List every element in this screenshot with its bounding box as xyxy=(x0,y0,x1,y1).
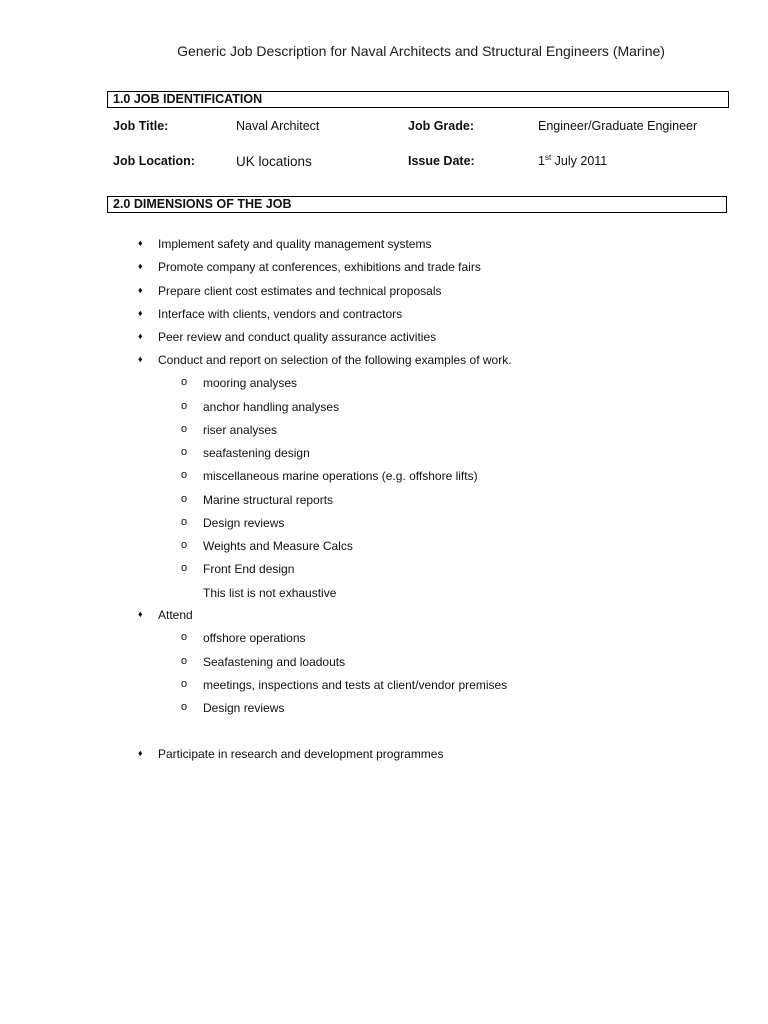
list-item-text: Attend xyxy=(158,608,193,622)
sub-list-item-text: anchor handling analyses xyxy=(203,400,340,414)
issue-date-suffix: st xyxy=(544,152,552,162)
circle-bullet-icon: o xyxy=(181,539,188,551)
circle-bullet-icon: o xyxy=(181,423,188,435)
issue-date-label: Issue Date: xyxy=(408,154,475,168)
diamond-bullet-icon: ♦ xyxy=(138,285,143,295)
sub-list-item-text: offshore operations xyxy=(203,631,306,645)
list-item-text: Promote company at conferences, exhibitions and trade fairs xyxy=(158,260,481,274)
job-title-value: Naval Architect xyxy=(236,119,320,133)
job-grade-label: Job Grade: xyxy=(408,119,474,133)
sub-list-item-text: Design reviews xyxy=(203,516,285,530)
circle-bullet-icon: o xyxy=(181,678,188,690)
list-item-text: Prepare client cost estimates and technical proposals xyxy=(158,284,442,298)
circle-bullet-icon: o xyxy=(181,655,188,667)
issue-date-rest: July 2011 xyxy=(551,154,608,168)
job-grade-value: Engineer/Graduate Engineer xyxy=(538,119,698,133)
document-title: Generic Job Description for Naval Architects and Structural Engineers (Marine) xyxy=(177,43,665,59)
section-heading-job-identification: 1.0 JOB IDENTIFICATION xyxy=(107,91,729,108)
job-location-label: Job Location: xyxy=(113,154,195,168)
circle-bullet-icon: o xyxy=(181,562,188,574)
list-item-text: Interface with clients, vendors and contractors xyxy=(158,307,403,321)
sub-list-item-text: mooring analyses xyxy=(203,376,298,390)
circle-bullet-icon: o xyxy=(181,631,188,643)
sub-list-item-text: miscellaneous marine operations (e.g. offshore lifts) xyxy=(203,469,478,483)
circle-bullet-icon: o xyxy=(181,493,188,505)
circle-bullet-icon: o xyxy=(181,516,188,528)
work-list-note: This list is not exhaustive xyxy=(203,586,337,600)
list-item-text: Conduct and report on selection of the following examples of work. xyxy=(158,353,512,367)
sub-list-item-text: meetings, inspections and tests at client/vendor premises xyxy=(203,678,508,692)
diamond-bullet-icon: ♦ xyxy=(138,354,143,364)
diamond-bullet-icon: ♦ xyxy=(138,609,143,619)
sub-list-item-text: Weights and Measure Calcs xyxy=(203,539,353,553)
diamond-bullet-icon: ♦ xyxy=(138,308,143,318)
issue-date-value xyxy=(538,154,607,168)
sub-list-item-text: Seafastening and loadouts xyxy=(203,655,346,669)
diamond-bullet-icon: ♦ xyxy=(138,261,143,271)
circle-bullet-icon: o xyxy=(181,446,188,458)
circle-bullet-icon: o xyxy=(181,400,188,412)
sub-list-item-text: seafastening design xyxy=(203,446,310,460)
job-title-label: Job Title: xyxy=(113,119,169,133)
circle-bullet-icon: o xyxy=(181,376,188,388)
sub-list-item-text: riser analyses xyxy=(203,423,278,437)
issue-date-day: 1 xyxy=(538,154,545,168)
list-item-text: Peer review and conduct quality assurance activities xyxy=(158,330,437,344)
section-heading-dimensions: 2.0 DIMENSIONS OF THE JOB xyxy=(107,196,727,213)
circle-bullet-icon: o xyxy=(181,469,188,481)
diamond-bullet-icon: ♦ xyxy=(138,331,143,341)
circle-bullet-icon: o xyxy=(181,701,188,713)
sub-list-item-text: Design reviews xyxy=(203,701,285,715)
list-item-text: Participate in research and development programmes xyxy=(158,747,444,761)
diamond-bullet-icon: ♦ xyxy=(138,748,143,758)
diamond-bullet-icon: ♦ xyxy=(138,238,143,248)
sub-list-item-text: Marine structural reports xyxy=(203,493,334,507)
job-location-value: UK locations xyxy=(236,154,312,169)
list-item-text: Implement safety and quality management systems xyxy=(158,237,432,251)
sub-list-item-text: Front End design xyxy=(203,562,295,576)
